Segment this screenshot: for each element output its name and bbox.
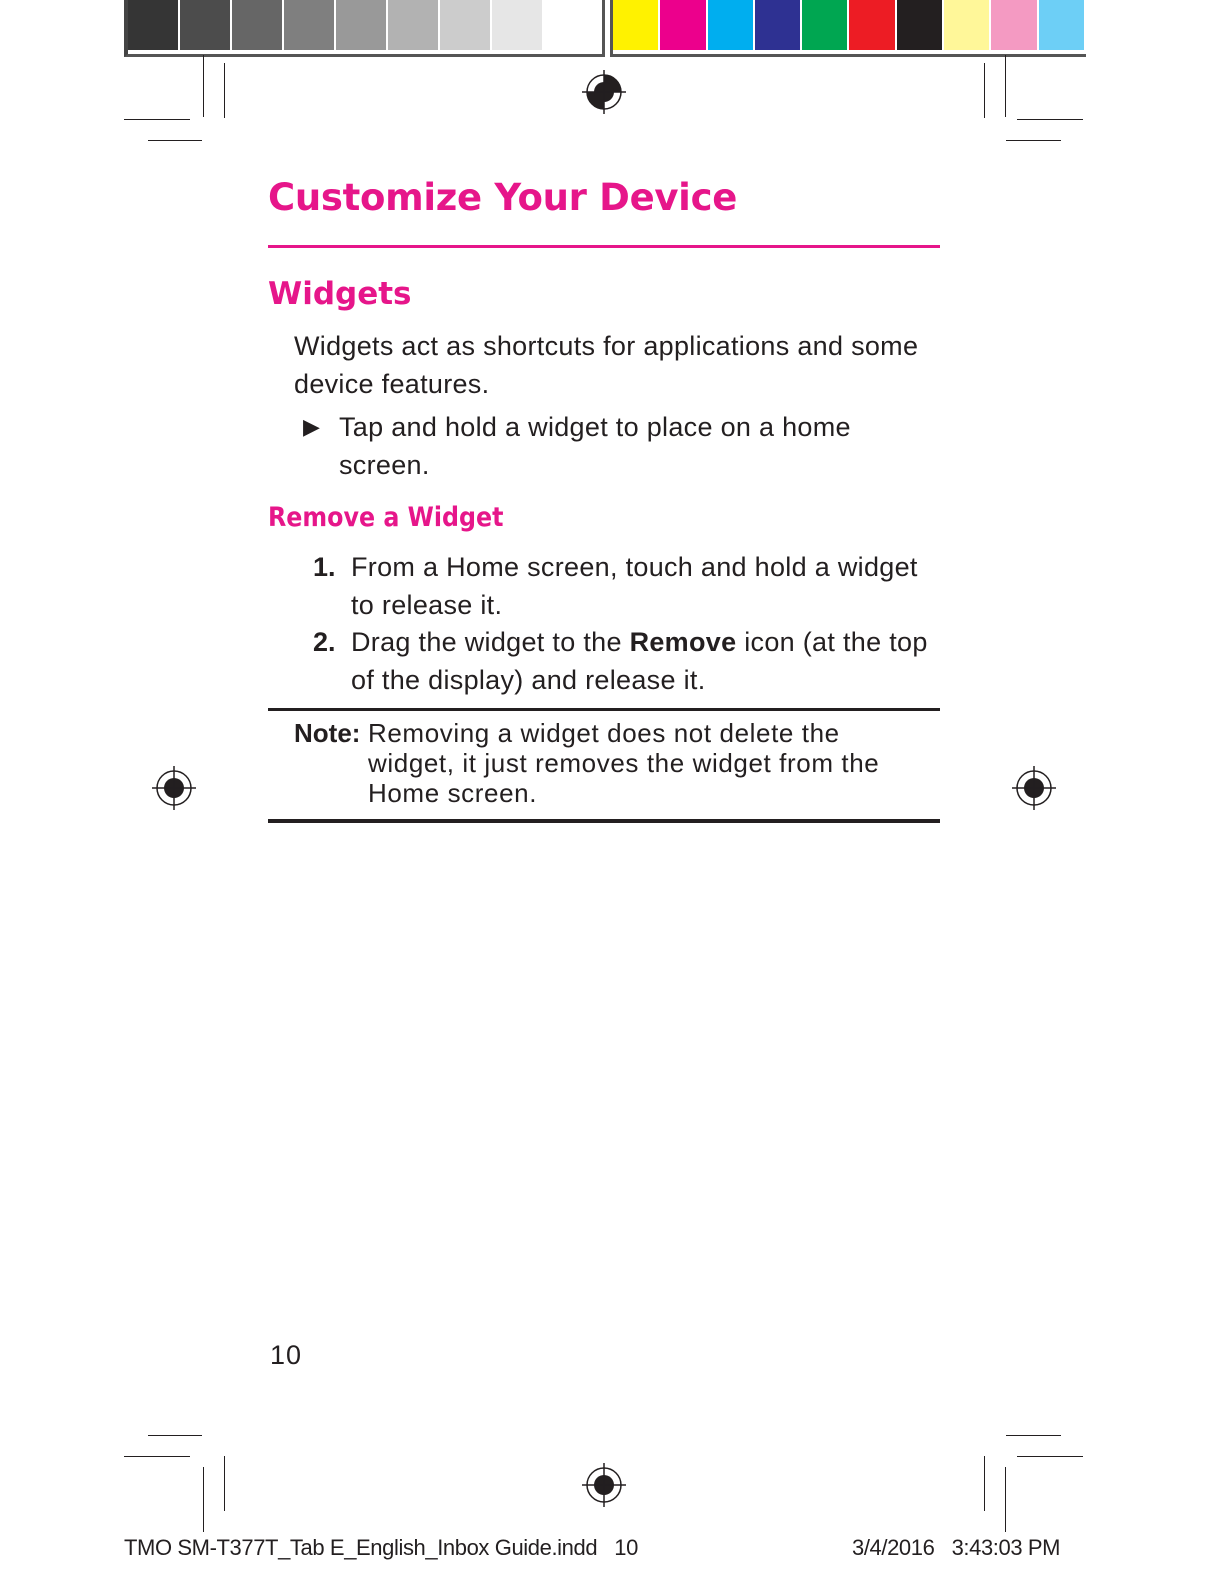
calibration-swatch — [802, 0, 847, 50]
crop-mark — [124, 1456, 190, 1457]
crop-mark — [984, 1456, 985, 1511]
crop-mark — [124, 119, 190, 120]
calibration-swatch — [388, 0, 438, 50]
registration-mark-icon — [582, 70, 626, 114]
page-number: 10 — [270, 1340, 303, 1370]
crop-mark — [203, 55, 204, 117]
calibration-swatch — [284, 0, 334, 50]
calibration-swatch — [708, 0, 753, 50]
remove-term: Remove — [629, 627, 737, 657]
calibration-swatch — [660, 0, 705, 50]
calibration-swatch — [336, 0, 386, 50]
step-text — [351, 623, 931, 699]
calibration-swatch — [232, 0, 282, 50]
calibration-swatch — [613, 0, 658, 50]
crop-mark — [1006, 140, 1061, 141]
page-title: Customize Your Device — [268, 176, 737, 219]
crop-mark — [224, 63, 225, 118]
step-text: From a Home screen, touch and hold a widget to release it. — [351, 552, 918, 620]
color-calibration-bar — [610, 0, 1086, 57]
calibration-swatch — [1039, 0, 1084, 50]
crop-mark — [1006, 1435, 1061, 1436]
crop-mark — [1017, 119, 1083, 120]
bullet-arrow-icon: ▶ — [303, 414, 320, 439]
calibration-swatch — [128, 0, 178, 50]
note-text: Removing a widget does not delete the widget, it just removes the widget from the Home screen. — [368, 718, 880, 808]
registration-mark-icon — [152, 766, 196, 810]
calibration-swatch — [944, 0, 989, 50]
step-text-part: Drag the widget to the — [351, 627, 630, 657]
step-number: 1. — [313, 552, 336, 582]
crop-mark — [224, 1456, 225, 1511]
calibration-swatch — [991, 0, 1036, 50]
note-bottom-rule — [268, 819, 940, 823]
title-divider — [268, 245, 940, 248]
note-top-rule — [268, 708, 940, 711]
section-intro: Widgets act as shortcuts for applications and some device features. — [294, 331, 919, 399]
registration-mark-icon — [582, 1463, 626, 1507]
registration-mark-icon — [1012, 766, 1056, 810]
calibration-swatch — [492, 0, 542, 50]
step-number: 2. — [313, 627, 336, 657]
crop-mark — [148, 1435, 202, 1436]
crop-mark — [148, 140, 202, 141]
footer-file-name: TMO SM-T377T_Tab E_English_Inbox Guide.indd 10 — [124, 1535, 638, 1560]
bullet-item: Tap and hold a widget to place on a home screen. — [339, 412, 851, 480]
step-text-part: icon (at the top of the display) and release it. — [351, 627, 928, 695]
crop-mark — [984, 63, 985, 118]
calibration-swatch — [544, 0, 594, 50]
calibration-swatch — [440, 0, 490, 50]
grayscale-calibration-bar — [124, 0, 605, 57]
calibration-swatch — [755, 0, 800, 50]
crop-mark — [1005, 55, 1006, 117]
crop-mark — [203, 1467, 204, 1532]
calibration-swatch — [897, 0, 942, 50]
subsection-heading: Remove a Widget — [268, 502, 504, 533]
footer-timestamp: 3/4/2016 3:43:03 PM — [852, 1535, 1061, 1560]
calibration-swatch — [180, 0, 230, 50]
section-heading: Widgets — [268, 276, 412, 312]
note-label: Note: — [294, 718, 361, 748]
calibration-swatch — [849, 0, 894, 50]
crop-mark — [1017, 1456, 1083, 1457]
crop-mark — [1005, 1467, 1006, 1532]
